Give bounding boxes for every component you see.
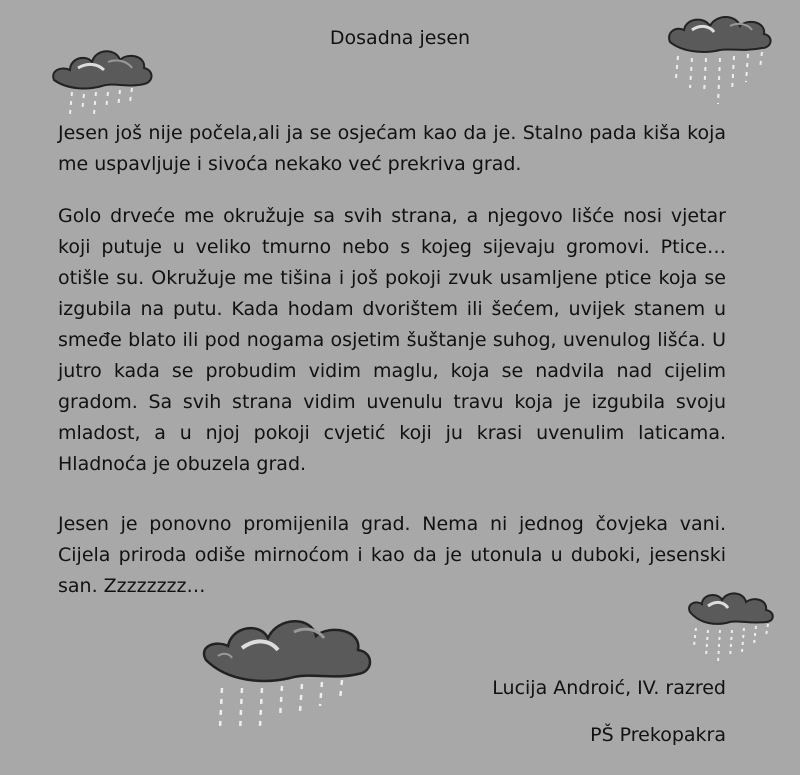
rain-cloud-icon bbox=[686, 586, 778, 666]
rain-cloud-icon bbox=[664, 8, 776, 108]
rain-cloud-icon bbox=[48, 22, 158, 117]
paragraph-3: Jesen je ponovno promijenila grad. Nema ni jednog čovjeka vani. Cijela priroda odiše mirnoćom i kao da je utonula u duboki, jesenski san. Zzzzzzzz… bbox=[58, 513, 726, 597]
paragraph-1: Jesen još nije počela,ali ja se osjećam kao da je. Stalno pada kiša koja me uspavljuje i sivoća nekako već prekriva grad. bbox=[58, 122, 726, 175]
school-name: PŠ Prekopakra bbox=[590, 724, 726, 746]
rain-cloud-icon bbox=[198, 610, 380, 735]
paragraph-2: Golo drveće me okružuje sa svih strana, a njegovo lišće nosi vjetar koji putuje u veliko tmurno nebo s kojeg sijevaju gromovi. Ptice… otišle su. Okružuje me tišina i još pokoji zvuk usamljene ptice koja se izgubila na putu. Kada hodam dvorištem ili šećem, uvijek stanem u smeđe blato ili pod nogama osjetim šuštanje suhog, uvenulog lišća. U jutro kada se probudim vidim maglu, koja se nadvila nad cijelim gradom. Sa svih strana vidim uvenulu travu koja je izgubila svoju mladost, a u njoj pokoji cvjetić koji ju krasi uvenulim laticama. Hladnoća je obuzela grad. bbox=[58, 205, 726, 475]
author-signature: Lucija Androić, IV. razred bbox=[492, 677, 726, 699]
document-title: Dosadna jesen bbox=[329, 27, 471, 49]
